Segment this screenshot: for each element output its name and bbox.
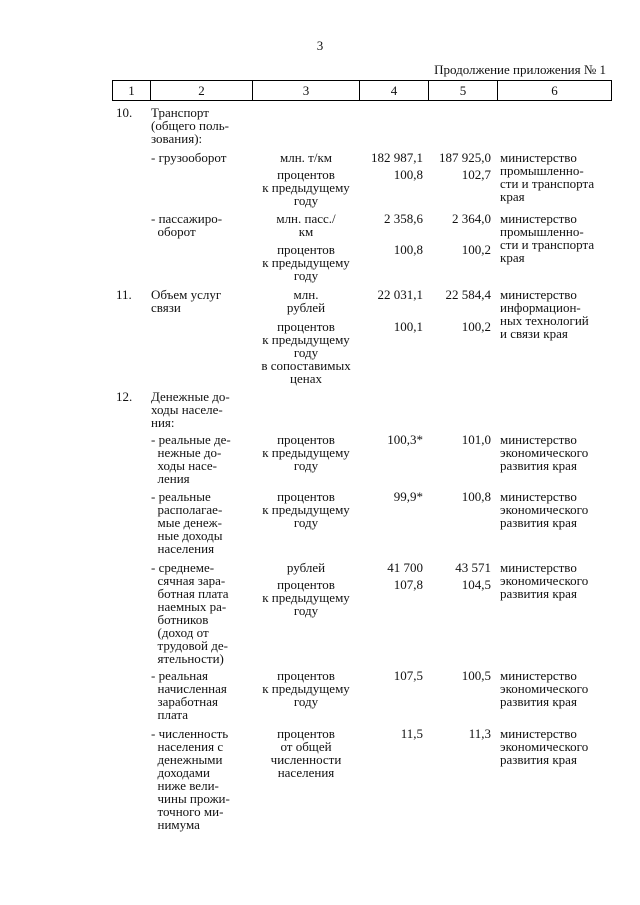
row-value-col4: 41 700 <box>387 560 423 575</box>
row-value-col4: 2 358,6 <box>384 211 423 226</box>
row-num: 12. <box>116 389 133 404</box>
table-header <box>112 80 612 101</box>
row-value-col4: 100,8 <box>393 242 423 257</box>
continuation-label: Продолжение приложения № 1 <box>434 62 606 77</box>
row-value-col4: 100,8 <box>393 167 423 182</box>
row-organization: министерство промышленно- сти и транспорта края <box>500 150 595 204</box>
row-organization: министерство промышленно- сти и транспорта края <box>500 211 595 265</box>
row-num: 10. <box>116 105 133 120</box>
row-indicator: - реальные располагае- мые денеж- ные доходы населения <box>151 489 223 556</box>
row-unit: процентов к предыдущему году <box>262 489 350 530</box>
row-unit: процентов к предыдущему году <box>262 577 350 618</box>
row-value-col5: 187 925,0 <box>439 150 491 165</box>
row-unit: процентов к предыдущему году <box>262 668 350 709</box>
row-value-col4: 99,9* <box>393 489 423 504</box>
row-indicator: Объем услуг связи <box>151 287 222 315</box>
row-indicator: Транспорт (общего поль- зования): <box>151 105 230 146</box>
row-value-col5: 22 584,4 <box>445 287 491 302</box>
page-number: 3 <box>316 38 324 53</box>
row-value-col4: 22 031,1 <box>377 287 423 302</box>
row-organization: министерство экономического развития края <box>500 560 589 601</box>
header-col-2: 2 <box>151 81 253 100</box>
row-value-col4: 11,5 <box>400 726 423 741</box>
row-unit: млн. пасс./ км <box>276 211 336 239</box>
row-organization: министерство экономического развития края <box>500 726 589 767</box>
row-value-col4: 100,3* <box>387 432 423 447</box>
row-unit: процентов к предыдущему году <box>262 242 350 283</box>
row-value-col5: 100,8 <box>461 489 491 504</box>
row-value-col5: 100,5 <box>461 668 491 683</box>
header-col-5: 5 <box>429 81 498 100</box>
row-value-col5: 2 364,0 <box>452 211 491 226</box>
row-value-col5: 102,7 <box>461 167 491 182</box>
header-col-4: 4 <box>360 81 429 100</box>
row-unit: процентов к предыдущему году в сопоставимых ценах <box>261 319 351 386</box>
row-indicator: - среднеме- сячная зара- ботная плата наемных ра- ботников (доход от трудовой де- ятельности) <box>151 560 229 666</box>
row-value-col4: 107,5 <box>393 668 423 683</box>
row-unit: рублей <box>286 560 326 575</box>
row-value-col5: 104,5 <box>461 577 491 592</box>
row-value-col5: 101,0 <box>461 432 491 447</box>
row-unit: процентов к предыдущему году <box>262 432 350 473</box>
header-col-6: 6 <box>551 83 558 98</box>
row-organization: министерство экономического развития края <box>500 668 589 709</box>
row-indicator: - грузооборот <box>151 150 227 165</box>
row-num: 11. <box>116 287 132 302</box>
row-indicator: Денежные до- ходы населе- ния: <box>151 389 230 430</box>
row-indicator: - пассажиро- оборот <box>151 211 223 239</box>
row-value-col5: 11,3 <box>468 726 491 741</box>
row-indicator: - численность населения с денежными доходами ниже вели- чины прожи- точного ми- нимума <box>151 726 230 832</box>
row-unit: процентов к предыдущему году <box>262 167 350 208</box>
row-unit: млн. рублей <box>286 287 326 315</box>
row-unit: процентов от общей численности населения <box>270 726 342 780</box>
row-value-col4: 182 987,1 <box>371 150 423 165</box>
row-value-col5: 100,2 <box>461 242 491 257</box>
row-value-col5: 100,2 <box>461 319 491 334</box>
row-indicator: - реальные де- нежные до- ходы насе- ления <box>151 432 231 486</box>
row-organization: министерство экономического развития края <box>500 432 589 473</box>
row-organization: министерство экономического развития края <box>500 489 589 530</box>
row-indicator: - реальная начисленная заработная плата <box>151 668 227 722</box>
row-value-col5: 43 571 <box>455 560 491 575</box>
row-organization: министерство информацион- ных технологий и связи края <box>500 287 589 341</box>
row-value-col4: 107,8 <box>393 577 423 592</box>
row-value-col4: 100,1 <box>393 319 423 334</box>
row-unit: млн. т/км <box>279 150 332 165</box>
header-col-3: 3 <box>253 81 360 100</box>
header-col-1: 1 <box>113 81 151 100</box>
